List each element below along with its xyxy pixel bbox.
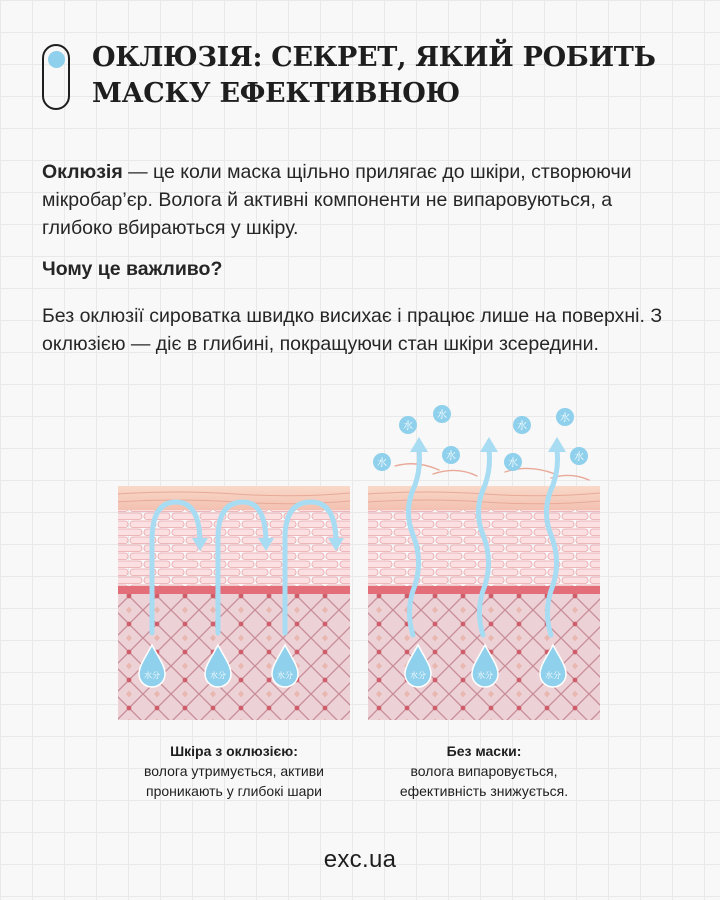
caption-line: проникають у глибокі шари — [146, 783, 322, 799]
drop-label: 水分 — [210, 671, 226, 680]
caption-line: волога утримується, активи — [144, 763, 324, 779]
caption-occlusion — [104, 741, 364, 801]
bubble-label: 水 — [517, 421, 527, 432]
caption-title: Без маски: — [446, 743, 522, 759]
bubble-label: 水 — [560, 413, 570, 424]
water-bubble-icon — [399, 416, 417, 434]
skin-occlusion-diagram — [115, 400, 353, 720]
water-bubble-icon — [570, 447, 588, 465]
water-bubble-icon — [556, 408, 574, 426]
accent-dot — [48, 51, 65, 68]
drop-label: 水分 — [277, 671, 293, 680]
water-bubble-icon — [433, 405, 451, 423]
bubble-label: 水 — [508, 458, 518, 469]
water-bubble-icon — [373, 453, 391, 471]
caption-line: волога випаровується, — [410, 763, 558, 779]
site-url: exc.ua — [323, 846, 397, 873]
caption-no-mask — [354, 741, 614, 801]
intro-text: — це коли маска щільно прилягає до шкіри, створюючи мікробар’єр. Волога й активні компоненти не випаровуються, а глибоко вбираються у шкіру. — [42, 161, 632, 239]
caption-line: ефективність знижується. — [399, 783, 569, 799]
intro-term: Оклюзія — [42, 161, 123, 183]
water-bubble-icon — [504, 453, 522, 471]
drop-label: 水分 — [545, 671, 561, 680]
bubble-label: 水 — [437, 410, 447, 421]
bubble-label: 水 — [446, 451, 456, 462]
bubble-label: 水 — [574, 452, 584, 463]
pill-toggle-icon — [42, 44, 70, 110]
bubble-label: 水 — [403, 421, 413, 432]
bubble-label: 水 — [377, 458, 387, 469]
water-bubble-icon — [513, 416, 531, 434]
explanation-paragraph: Без оклюзії сироватка швидко висихає і працює лише на поверхні. З оклюзією — діє в глибині, покращуючи стан шкіри зсередини. — [42, 305, 663, 355]
section-question: Чому це важливо? — [42, 258, 223, 280]
water-bubble-icon — [442, 446, 460, 464]
drop-label: 水分 — [410, 671, 426, 680]
intro-paragraph — [42, 158, 682, 242]
drop-label: 水分 — [477, 671, 493, 680]
skin-no-mask-diagram — [365, 400, 603, 720]
page-title: ОКЛЮЗІЯ: СЕКРЕТ, ЯКИЙ РОБИТЬ МАСКУ ЕФЕКТИВНОЮ — [92, 42, 656, 109]
drop-label: 水分 — [144, 671, 160, 680]
caption-title: Шкіра з оклюзією: — [170, 743, 298, 759]
